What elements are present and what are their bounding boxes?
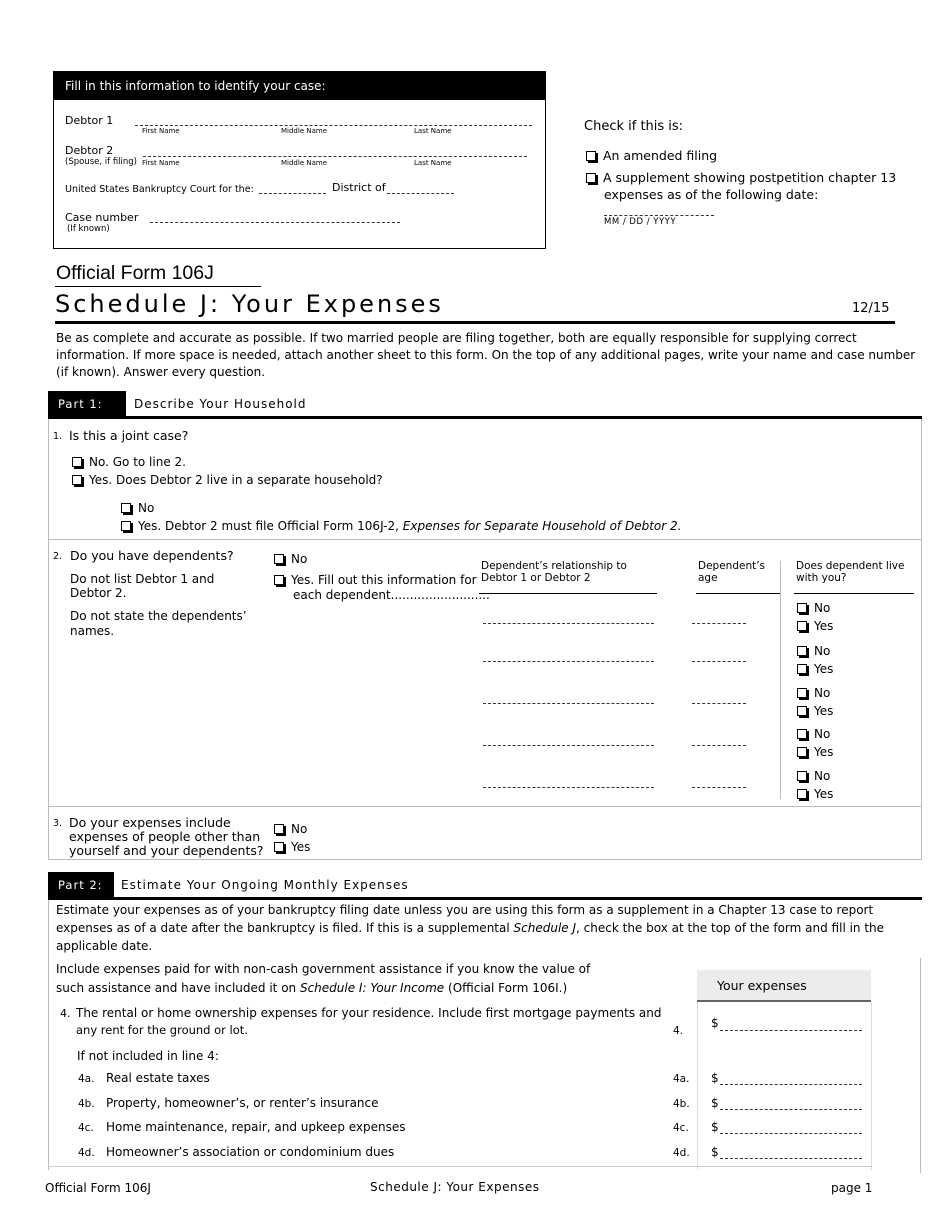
expenses-column-left bbox=[697, 1002, 698, 1170]
line4-label-b: any rent for the ground or lot. bbox=[76, 1023, 248, 1037]
col-relationship-rule bbox=[479, 593, 657, 594]
debtor1-middle-name-label: Middle Name bbox=[281, 127, 327, 135]
part2-rule bbox=[48, 897, 922, 900]
official-form-label: Official Form 106J bbox=[56, 262, 214, 284]
intro-line3: (if known). Answer every question. bbox=[56, 365, 266, 379]
q2-note1b: Debtor 2. bbox=[70, 586, 127, 600]
part2-intro-line2-end: , check the box at the top of the form and fill in the bbox=[576, 921, 885, 935]
q2-note1a: Do not list Debtor 1 and bbox=[70, 572, 215, 586]
line4-label-a: The rental or home ownership expenses for your residence. Include first mortgage payments and bbox=[76, 1006, 662, 1020]
dependent-live-yes-checkbox[interactable] bbox=[797, 706, 807, 716]
dependent-age-field[interactable] bbox=[692, 703, 746, 704]
q1-no-checkbox[interactable] bbox=[72, 457, 82, 467]
include-line2 bbox=[56, 981, 567, 995]
col-relationship-a: Dependent’s relationship to bbox=[481, 560, 627, 572]
supplement-date-field[interactable] bbox=[604, 215, 714, 216]
dependent-live-no-checkbox[interactable] bbox=[797, 688, 807, 698]
line4-ref: 4. bbox=[673, 1025, 684, 1037]
dependent-live-yes-checkbox[interactable] bbox=[797, 789, 807, 799]
col-relationship-b: Debtor 1 or Debtor 2 bbox=[481, 572, 591, 584]
supplement-option[interactable] bbox=[586, 170, 896, 185]
dependent-age-field[interactable] bbox=[692, 661, 746, 662]
q2-number: 2. bbox=[53, 551, 63, 562]
part2-bottom-rule bbox=[48, 1166, 872, 1167]
dependent-live-yes-option[interactable] bbox=[797, 704, 833, 718]
line-1-amount-field[interactable] bbox=[720, 1109, 862, 1110]
part2-label: Part 2: bbox=[48, 872, 114, 898]
dependent-live-yes-checkbox[interactable] bbox=[797, 747, 807, 757]
form-version: 12/15 bbox=[852, 301, 890, 316]
dependent-live-no-option[interactable] bbox=[797, 769, 830, 783]
q2-no-checkbox[interactable] bbox=[274, 554, 284, 564]
case-info-header: Fill in this information to identify your case: bbox=[54, 72, 545, 100]
line-2-label: Home maintenance, repair, and upkeep expenses bbox=[106, 1120, 406, 1134]
line-0-number: 4a. bbox=[78, 1073, 95, 1085]
court-field[interactable] bbox=[259, 193, 326, 194]
q2-yes-checkbox[interactable] bbox=[274, 575, 284, 585]
dependent-live-yes-label: Yes bbox=[814, 619, 834, 633]
include-line2-end: (Official Form 106I.) bbox=[448, 981, 568, 995]
q3-no-label: No bbox=[291, 822, 308, 836]
col-live-rule bbox=[794, 593, 914, 594]
part1-label: Part 1: bbox=[48, 391, 126, 417]
debtor2-label: Debtor 2 bbox=[65, 144, 114, 157]
q3-yes-label: Yes bbox=[291, 840, 311, 854]
q3-no-checkbox[interactable] bbox=[274, 824, 284, 834]
line-0-label: Real estate taxes bbox=[106, 1071, 210, 1085]
include-line2-italic: Schedule I: Your Income bbox=[299, 981, 445, 995]
your-expenses-header bbox=[697, 970, 871, 1002]
q1-sub-yes-option[interactable] bbox=[121, 519, 681, 533]
dependent-age-field[interactable] bbox=[692, 623, 746, 624]
include-line2-text: such assistance and have included it on bbox=[56, 981, 297, 995]
dependent-live-yes-label: Yes bbox=[814, 704, 834, 718]
dependent-live-yes-checkbox[interactable] bbox=[797, 664, 807, 674]
dependent-live-yes-option[interactable] bbox=[797, 745, 833, 759]
dependent-age-field[interactable] bbox=[692, 787, 746, 788]
q1-sub-yes-form-name: Expenses for Separate Household of Debtor 2. bbox=[402, 519, 682, 533]
part2-intro-line2 bbox=[56, 921, 884, 935]
date-format-label: MM / DD / YYYY bbox=[604, 217, 677, 227]
line-1-label: Property, homeowner’s, or renter’s insurance bbox=[106, 1096, 379, 1110]
q1-question: Is this a joint case? bbox=[69, 428, 189, 443]
line4-amount-field[interactable] bbox=[720, 1030, 862, 1031]
dependent-live-no-option[interactable] bbox=[797, 727, 830, 741]
part1-title: Describe Your Household bbox=[134, 397, 307, 411]
dependent-live-yes-option[interactable] bbox=[797, 787, 833, 801]
your-expenses-label: Your expenses bbox=[717, 978, 807, 993]
line4-number: 4. bbox=[60, 1007, 71, 1020]
q1-yes-label: Yes. Does Debtor 2 live in a separate household? bbox=[89, 473, 383, 487]
col-live-b: with you? bbox=[796, 572, 847, 584]
q2-yes-option[interactable] bbox=[274, 573, 477, 587]
q1-number: 1. bbox=[53, 431, 63, 442]
intro-line1: Be as complete and accurate as possible. If two married people are filing together, both are equally responsible for supplying correct bbox=[56, 331, 857, 345]
q3-number: 3. bbox=[53, 818, 63, 829]
part2-intro-line3: applicable date. bbox=[56, 939, 153, 953]
q2-yes-label-a: Yes. Fill out this information for bbox=[291, 573, 477, 587]
case-number-sublabel: (If known) bbox=[67, 224, 110, 234]
footer-page-number: page 1 bbox=[831, 1181, 873, 1195]
footer-title: Schedule J: Your Expenses bbox=[370, 1180, 540, 1194]
q1-no-option[interactable] bbox=[72, 455, 186, 469]
debtor1-first-name-label: First Name bbox=[142, 127, 180, 135]
intro-line2: information. If more space is needed, attach another sheet to this form. On the top of any additional pages, write your name and case number bbox=[56, 348, 916, 362]
amended-filing-checkbox[interactable] bbox=[586, 151, 596, 161]
col-age-rule bbox=[696, 593, 780, 594]
dependent-relationship-field[interactable] bbox=[483, 787, 654, 788]
debtor1-label: Debtor 1 bbox=[65, 114, 114, 127]
dependent-live-no-checkbox[interactable] bbox=[797, 603, 807, 613]
q2-note2a: Do not state the dependents’ bbox=[70, 609, 247, 623]
line-3-ref: 4d. bbox=[673, 1147, 690, 1159]
part2-left-border bbox=[48, 900, 49, 1170]
case-number-label: Case number bbox=[65, 211, 139, 224]
debtor2-sublabel: (Spouse, if filing) bbox=[65, 157, 137, 167]
col-live-a: Does dependent live bbox=[796, 560, 905, 572]
dependent-age-field[interactable] bbox=[692, 745, 746, 746]
dependent-live-yes-label: Yes bbox=[814, 745, 834, 759]
supplement-checkbox[interactable] bbox=[586, 173, 596, 183]
line-1-dollar: $ bbox=[711, 1096, 719, 1110]
debtor2-first-name-label: First Name bbox=[142, 159, 180, 167]
line-3-label: Homeowner’s association or condominium dues bbox=[106, 1145, 395, 1159]
amended-filing-option[interactable] bbox=[586, 148, 717, 163]
line-2-dollar: $ bbox=[711, 1120, 719, 1134]
dependent-live-no-label: No bbox=[814, 644, 831, 658]
q2-note2b: names. bbox=[70, 624, 115, 638]
line-0-ref: 4a. bbox=[673, 1073, 690, 1085]
col-age-b: age bbox=[698, 572, 718, 584]
debtor2-name-field[interactable] bbox=[143, 156, 527, 157]
col-live-divider bbox=[780, 561, 781, 799]
dependent-relationship-field[interactable] bbox=[483, 623, 654, 624]
q3-yes-option[interactable] bbox=[274, 840, 310, 854]
if-not-included: If not included in line 4: bbox=[77, 1049, 219, 1063]
dependent-live-no-label: No bbox=[814, 769, 831, 783]
line-3-dollar: $ bbox=[711, 1145, 719, 1159]
q2-no-option[interactable] bbox=[274, 552, 307, 566]
q1-sub-yes-label: Yes. Debtor 2 must file Official Form 106J-2, bbox=[138, 519, 399, 533]
q1-sub-no-label: No bbox=[138, 501, 155, 515]
dependent-live-no-label: No bbox=[814, 727, 831, 741]
part2-intro-line2-text: expenses as of a date after the bankruptcy is filed. If this is a supplemental bbox=[56, 921, 510, 935]
q1-sub-yes-checkbox[interactable] bbox=[121, 521, 131, 531]
check-title: Check if this is: bbox=[584, 119, 684, 134]
expenses-column-right bbox=[871, 1002, 872, 1170]
line-2-ref: 4c. bbox=[673, 1122, 689, 1134]
q3-question-c: yourself and your dependents? bbox=[69, 843, 264, 858]
dependent-live-yes-option[interactable] bbox=[797, 662, 833, 676]
dependent-live-no-checkbox[interactable] bbox=[797, 771, 807, 781]
dependent-live-no-option[interactable] bbox=[797, 686, 830, 700]
dependent-live-yes-checkbox[interactable] bbox=[797, 621, 807, 631]
q3-no-option[interactable] bbox=[274, 822, 307, 836]
dependent-live-no-checkbox[interactable] bbox=[797, 729, 807, 739]
q3-yes-checkbox[interactable] bbox=[274, 842, 284, 852]
court-label: United States Bankruptcy Court for the: bbox=[65, 184, 254, 195]
line-3-number: 4d. bbox=[78, 1147, 95, 1159]
district-label: District of bbox=[332, 181, 386, 194]
footer-form-name: Official Form 106J bbox=[45, 1181, 151, 1195]
page-title: Schedule J: Your Expenses bbox=[55, 290, 444, 318]
include-line1: Include expenses paid for with non-cash government assistance if you know the value of bbox=[56, 962, 591, 976]
dependent-live-yes-label: Yes bbox=[814, 787, 834, 801]
debtor1-name-field[interactable] bbox=[135, 125, 532, 126]
district-field[interactable] bbox=[387, 193, 454, 194]
line-1-ref: 4b. bbox=[673, 1098, 690, 1110]
official-form-underline bbox=[55, 286, 261, 287]
q2-yes-label-b: each dependent.......................... bbox=[293, 588, 490, 602]
debtor2-middle-name-label: Middle Name bbox=[281, 159, 327, 167]
q1-yes-checkbox[interactable] bbox=[72, 475, 82, 485]
title-rule bbox=[55, 321, 895, 324]
dependent-relationship-field[interactable] bbox=[483, 703, 654, 704]
q2-no-label: No bbox=[291, 552, 308, 566]
dependent-live-yes-option[interactable] bbox=[797, 619, 833, 633]
dependent-live-no-label: No bbox=[814, 686, 831, 700]
line-3-amount-field[interactable] bbox=[720, 1158, 862, 1159]
line-0-dollar: $ bbox=[711, 1071, 719, 1085]
part2-title: Estimate Your Ongoing Monthly Expenses bbox=[121, 878, 409, 892]
case-number-field[interactable] bbox=[150, 222, 400, 223]
dependent-relationship-field[interactable] bbox=[483, 661, 654, 662]
dependent-live-no-checkbox[interactable] bbox=[797, 646, 807, 656]
line-2-amount-field[interactable] bbox=[720, 1133, 862, 1134]
supplement-label-line2: expenses as of the following date: bbox=[604, 187, 819, 202]
dependent-live-yes-label: Yes bbox=[814, 662, 834, 676]
dependent-live-no-option[interactable] bbox=[797, 601, 830, 615]
q1-no-label: No. Go to line 2. bbox=[89, 455, 186, 469]
part2-intro-line2-italic: Schedule J bbox=[513, 921, 577, 935]
amended-filing-label: An amended filing bbox=[603, 148, 718, 163]
q1-sub-no-checkbox[interactable] bbox=[121, 503, 131, 513]
q1-sub-no-option[interactable] bbox=[121, 501, 154, 515]
line4-dollar: $ bbox=[711, 1016, 719, 1030]
supplement-label-line1: A supplement showing postpetition chapter 13 bbox=[603, 170, 897, 185]
dependent-relationship-field[interactable] bbox=[483, 745, 654, 746]
dependent-live-no-label: No bbox=[814, 601, 831, 615]
q3-question-a: Do your expenses include bbox=[69, 815, 231, 830]
line-0-amount-field[interactable] bbox=[720, 1084, 862, 1085]
q1-yes-option[interactable] bbox=[72, 473, 383, 487]
part2-intro-line1: Estimate your expenses as of your bankruptcy filing date unless you are using this form as a supplement in a Chapter 13 case to report bbox=[56, 903, 874, 917]
dependent-live-no-option[interactable] bbox=[797, 644, 830, 658]
q3-question-b: expenses of people other than bbox=[69, 829, 261, 844]
col-age-a: Dependent’s bbox=[698, 560, 766, 572]
part2-right-border bbox=[920, 958, 921, 1173]
debtor1-last-name-label: Last Name bbox=[414, 127, 452, 135]
q2-question: Do you have dependents? bbox=[70, 548, 234, 563]
line-1-number: 4b. bbox=[78, 1098, 95, 1110]
debtor2-last-name-label: Last Name bbox=[414, 159, 452, 167]
line-2-number: 4c. bbox=[78, 1122, 94, 1134]
